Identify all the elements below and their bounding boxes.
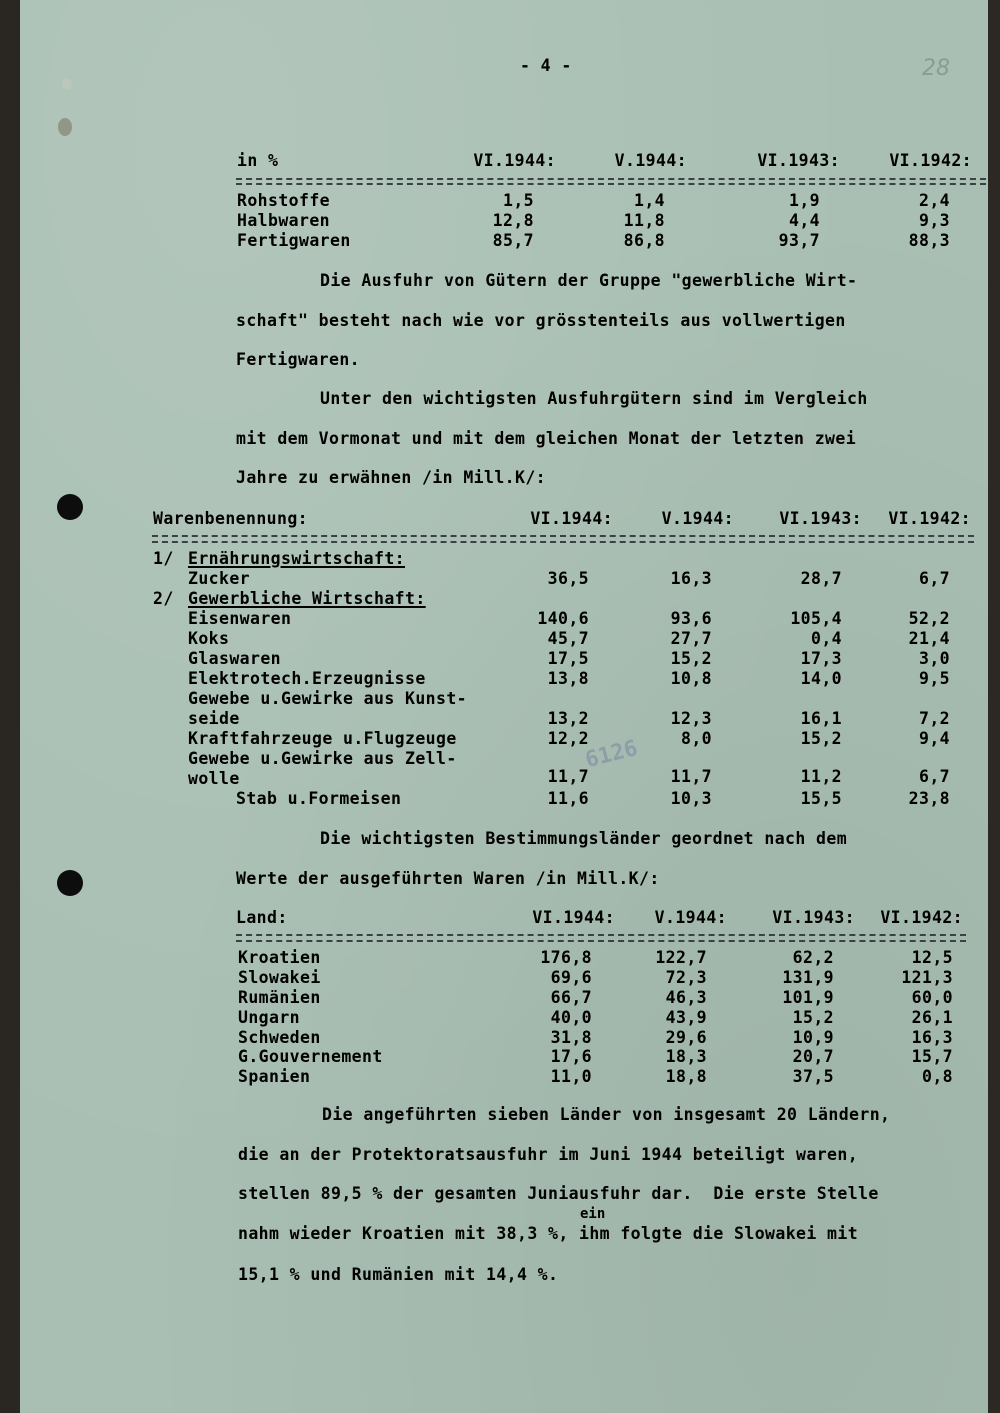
punch-hole <box>57 494 83 520</box>
table2-cell: 17,5 <box>547 649 589 668</box>
table2-cell: 11,2 <box>800 767 842 786</box>
table2-cell: 13,2 <box>547 709 589 728</box>
table1-header-col2: V.1944: <box>614 151 687 170</box>
table2-row-label: Koks <box>188 629 230 648</box>
table3-row-label: Spanien <box>238 1067 311 1086</box>
table2-cell: 93,6 <box>670 609 712 628</box>
table1-cell: 11,8 <box>623 211 665 230</box>
paragraph-line: Fertigwaren. <box>236 350 361 369</box>
table2-cell: 14,0 <box>800 669 842 688</box>
table2-cell: 21,4 <box>908 629 950 648</box>
table1-row-label: Fertigwaren <box>237 231 351 250</box>
table3-rule <box>236 934 966 936</box>
paragraph-line: die an der Protektoratsausfuhr im Juni 1944 beteiligt waren, <box>238 1145 859 1164</box>
table3-header-col3: VI.1943: <box>772 908 855 927</box>
table2-row-label: Stab u.Formeisen <box>236 789 402 808</box>
table2-cell: 10,3 <box>670 789 712 808</box>
table2-row-label: Gewebe u.Gewirke aus Kunst- <box>188 689 468 708</box>
table2-cell: 10,8 <box>670 669 712 688</box>
table2-header-label: Warenbenennung: <box>153 509 309 528</box>
group-heading: Gewerbliche Wirtschaft: <box>188 589 426 608</box>
table1-cell: 2,4 <box>918 191 950 210</box>
table3-cell: 15,7 <box>911 1047 953 1066</box>
table3-cell: 62,2 <box>792 948 834 967</box>
pencil-page-note: 28 <box>922 56 950 81</box>
table1-cell: 12,8 <box>492 211 534 230</box>
table2-cell: 27,7 <box>670 629 712 648</box>
table2-cell: 16,1 <box>800 709 842 728</box>
paragraph-line: Die wichtigsten Bestimmungsländer geordnet nach dem <box>320 829 848 848</box>
table1-row-label: Halbwaren <box>237 211 331 230</box>
paragraph-line: 15,1 % und Rumänien mit 14,4 %. <box>238 1265 559 1284</box>
page-number: - 4 - <box>520 56 572 75</box>
table2-cell: 9,5 <box>918 669 950 688</box>
table3-cell: 0,8 <box>921 1067 953 1086</box>
table2-header-col3: VI.1943: <box>779 509 862 528</box>
table2-header-col2: V.1944: <box>661 509 734 528</box>
table3-cell: 131,9 <box>782 968 834 987</box>
table3-row-label: G.Gouvernement <box>238 1047 383 1066</box>
table1-header-col3: VI.1943: <box>757 151 840 170</box>
paragraph-line: stellen 89,5 % der gesamten Juniausfuhr dar. Die erste Stelle <box>238 1184 879 1203</box>
table1-cell: 4,4 <box>788 211 820 230</box>
table3-header-col2: V.1944: <box>654 908 727 927</box>
table3-cell: 26,1 <box>911 1008 953 1027</box>
table3-cell: 18,8 <box>665 1067 707 1086</box>
table3-cell: 46,3 <box>665 988 707 1007</box>
table3-cell: 69,6 <box>550 968 592 987</box>
table3-row-label: Schweden <box>238 1028 321 1047</box>
table1-header-col1: VI.1944: <box>473 151 556 170</box>
table1-header-label: in % <box>237 151 279 170</box>
table3-header-label: Land: <box>236 908 288 927</box>
table2-cell: 15,5 <box>800 789 842 808</box>
table2-rule <box>152 541 974 543</box>
table2-cell: 6,7 <box>918 569 950 588</box>
group-number: 2/ <box>153 589 174 608</box>
table3-cell: 12,5 <box>911 948 953 967</box>
table1-cell: 1,4 <box>633 191 665 210</box>
table3-row-label: Kroatien <box>238 948 321 967</box>
table2-cell: 16,3 <box>670 569 712 588</box>
table2-cell: 13,8 <box>547 669 589 688</box>
table2-cell: 15,2 <box>670 649 712 668</box>
smudge <box>58 118 72 136</box>
table3-cell: 31,8 <box>550 1028 592 1047</box>
table2-cell: 3,0 <box>918 649 950 668</box>
paragraph-line: Werte der ausgeführten Waren /in Mill.K/: <box>236 869 660 888</box>
smudge <box>62 78 72 90</box>
table2-row-label: Elektrotech.Erzeugnisse <box>188 669 426 688</box>
table2-cell: 45,7 <box>547 629 589 648</box>
table2-row-label: seide <box>188 709 240 728</box>
handwritten-insertion: ein <box>580 1206 606 1222</box>
paragraph-line: Die Ausfuhr von Gütern der Gruppe "gewerbliche Wirt- <box>320 271 858 290</box>
table3-cell: 37,5 <box>792 1067 834 1086</box>
table2-cell: 36,5 <box>547 569 589 588</box>
table1-cell: 9,3 <box>918 211 950 230</box>
table3-cell: 60,0 <box>911 988 953 1007</box>
table2-cell: 9,4 <box>918 729 950 748</box>
table2-cell: 28,7 <box>800 569 842 588</box>
table2-row-label: Glaswaren <box>188 649 282 668</box>
paragraph-line: schaft" besteht nach wie vor grösstenteils aus vollwertigen <box>236 311 846 330</box>
table3-cell: 121,3 <box>901 968 953 987</box>
table2-cell: 15,2 <box>800 729 842 748</box>
table2-header-col1: VI.1944: <box>530 509 613 528</box>
table3-row-label: Rumänien <box>238 988 321 1007</box>
table1-cell: 86,8 <box>623 231 665 250</box>
table3-row-label: Ungarn <box>238 1008 301 1027</box>
table3-cell: 20,7 <box>792 1047 834 1066</box>
table2-cell: 11,6 <box>547 789 589 808</box>
table2-row-label: Kraftfahrzeuge u.Flugzeuge <box>188 729 457 748</box>
table2-cell: 8,0 <box>680 729 712 748</box>
table3-cell: 10,9 <box>792 1028 834 1047</box>
table3-cell: 16,3 <box>911 1028 953 1047</box>
paragraph-line: Jahre zu erwähnen /in Mill.K/: <box>236 468 547 487</box>
table2-cell: 12,2 <box>547 729 589 748</box>
group-heading: Ernährungswirtschaft: <box>188 549 406 568</box>
table2-cell: 140,6 <box>537 609 589 628</box>
table1-cell: 93,7 <box>778 231 820 250</box>
table2-cell: 0,4 <box>810 629 842 648</box>
table3-cell: 72,3 <box>665 968 707 987</box>
group-number: 1/ <box>153 549 174 568</box>
table2-row-label: Gewebe u.Gewirke aus Zell- <box>188 749 457 768</box>
table3-cell: 43,9 <box>665 1008 707 1027</box>
table1-rule <box>236 178 986 180</box>
table3-cell: 122,7 <box>655 948 707 967</box>
table2-cell: 7,2 <box>918 709 950 728</box>
table1-cell: 1,5 <box>502 191 534 210</box>
table2-cell: 17,3 <box>800 649 842 668</box>
table1-header-col4: VI.1942: <box>889 151 972 170</box>
table3-cell: 66,7 <box>550 988 592 1007</box>
table3-header-col4: VI.1942: <box>880 908 963 927</box>
table3-cell: 18,3 <box>665 1047 707 1066</box>
table2-cell: 52,2 <box>908 609 950 628</box>
table1-cell: 1,9 <box>788 191 820 210</box>
table2-row-label: Eisenwaren <box>188 609 292 628</box>
table3-cell: 15,2 <box>792 1008 834 1027</box>
punch-hole <box>57 870 83 896</box>
table1-row-label: Rohstoffe <box>237 191 331 210</box>
table3-rule <box>236 940 966 942</box>
table3-cell: 176,8 <box>540 948 592 967</box>
table2-cell: 11,7 <box>547 767 589 786</box>
table3-row-label: Slowakei <box>238 968 321 987</box>
table1-cell: 85,7 <box>492 231 534 250</box>
table1-cell: 88,3 <box>908 231 950 250</box>
paragraph-line: Die angeführten sieben Länder von insgesamt 20 Ländern, <box>322 1105 891 1124</box>
table1-rule <box>236 183 986 185</box>
paragraph-line: mit dem Vormonat und mit dem gleichen Monat der letzten zwei <box>236 429 857 448</box>
table3-cell: 101,9 <box>782 988 834 1007</box>
table2-row-label: Zucker <box>188 569 251 588</box>
paragraph-line: Unter den wichtigsten Ausfuhrgütern sind im Vergleich <box>320 389 868 408</box>
table2-cell: 12,3 <box>670 709 712 728</box>
faded-stamp: 6126 <box>582 735 641 774</box>
table3-cell: 11,0 <box>550 1067 592 1086</box>
table2-cell: 23,8 <box>908 789 950 808</box>
table2-cell: 11,7 <box>670 767 712 786</box>
table2-cell: 6,7 <box>918 767 950 786</box>
table3-header-col1: VI.1944: <box>532 908 615 927</box>
table3-cell: 29,6 <box>665 1028 707 1047</box>
table2-cell: 105,4 <box>790 609 842 628</box>
table3-cell: 40,0 <box>550 1008 592 1027</box>
paragraph-line: nahm wieder Kroatien mit 38,3 %, ihm folgte die Slowakei mit <box>238 1224 859 1243</box>
page-edge <box>988 0 1000 1413</box>
table2-rule <box>152 535 974 537</box>
table2-row-label: wolle <box>188 769 240 788</box>
table3-cell: 17,6 <box>550 1047 592 1066</box>
table2-header-col4: VI.1942: <box>888 509 971 528</box>
